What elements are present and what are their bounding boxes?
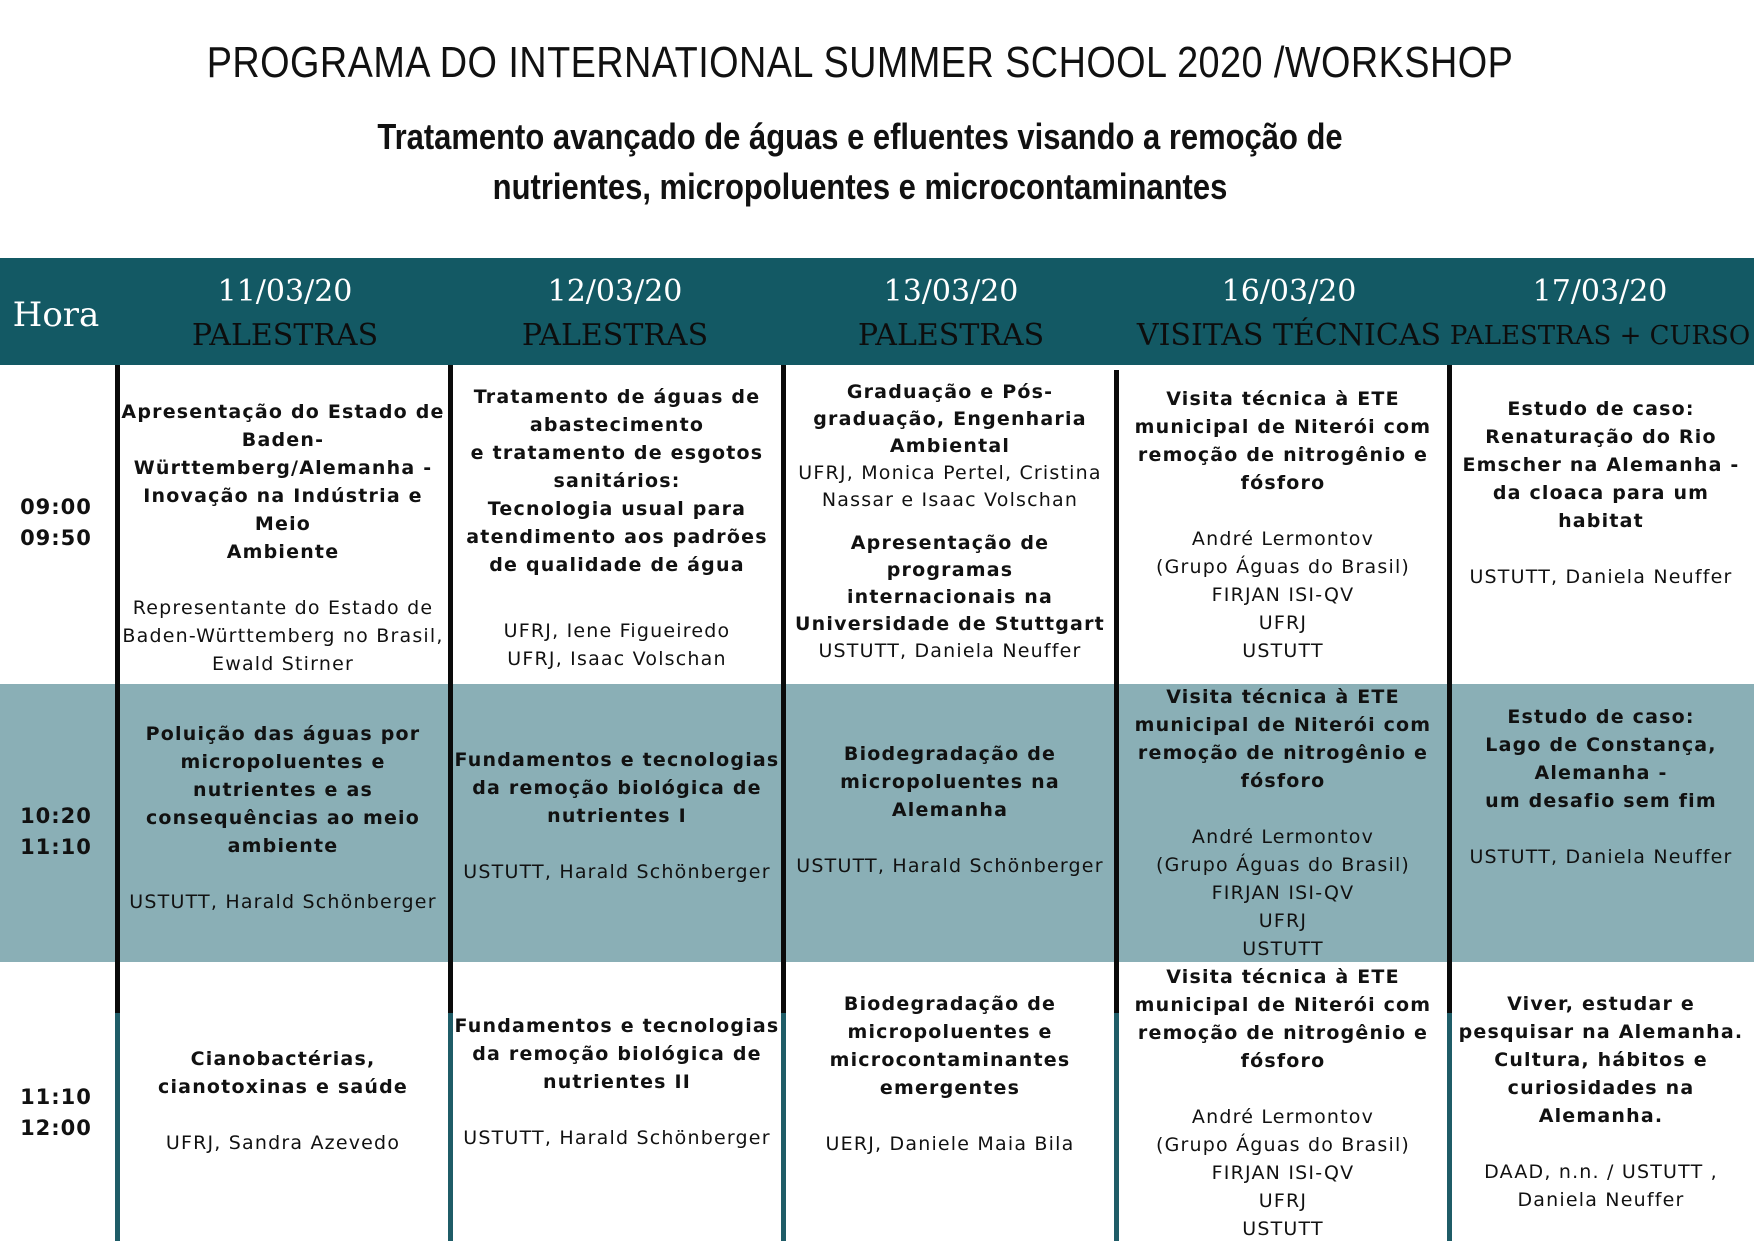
session-title: Estudo de caso: Renaturação do Rio Emscher na Alemanha - da cloaca para um habitat xyxy=(1462,398,1740,532)
session-title: Visita técnica à ETE municipal de Niterói com remoção de nitrogênio e fósforo xyxy=(1134,966,1432,1072)
day-kind: PALESTRAS + CURSO xyxy=(1449,321,1751,351)
day-date: 11/03/20 xyxy=(217,274,353,309)
session-title-2: Apresentação de programas internacionais na Universidade de Stuttgart xyxy=(795,532,1105,635)
subtitle-line-2: nutrientes, micropoluentes e microcontaminantes xyxy=(492,166,1228,207)
day-kind: PALESTRAS xyxy=(191,318,379,353)
session-title: Visita técnica à ETE municipal de Niterói com remoção de nitrogênio e fósforo xyxy=(1134,686,1432,792)
session-cell xyxy=(452,383,782,673)
session-cell xyxy=(118,398,448,678)
time-start: 10:20 xyxy=(20,804,92,828)
hora-header: Hora xyxy=(12,295,100,335)
time-end: 12:00 xyxy=(20,1116,92,1140)
page-subtitle xyxy=(120,112,1599,212)
session-cell xyxy=(118,720,448,916)
session-title: Biodegradação de micropoluentes e microcontaminantes emergentes xyxy=(829,993,1071,1099)
time-end: 11:10 xyxy=(20,835,92,859)
session-speakers: USTUTT, Daniela Neuffer xyxy=(1469,846,1733,868)
session-speakers: André Lermontov (Grupo Águas do Brasil) FIRJAN ISI-QV UFRJ USTUTT xyxy=(1155,826,1411,960)
session-speakers: UFRJ, Iene Figueiredo UFRJ, Isaac Volschan xyxy=(503,620,731,670)
time-end: 09:50 xyxy=(20,526,92,550)
session-speakers-2: USTUTT, Daniela Neuffer xyxy=(818,640,1082,662)
day-header-1 xyxy=(115,270,455,358)
day-date: 13/03/20 xyxy=(883,274,1019,309)
session-title: Graduação e Pós- graduação, Engenharia Ambiental xyxy=(813,381,1087,457)
day-header-5 xyxy=(1448,270,1752,358)
session-title: Tratamento de águas de abastecimento e tratamento de esgotos sanitários: Tecnologia usual para atendimento aos padrões de qualidade de água xyxy=(466,386,768,576)
session-speakers: USTUTT, Daniela Neuffer xyxy=(1469,566,1733,588)
time-slot-2 xyxy=(0,801,112,863)
session-cell xyxy=(785,379,1115,665)
session-title: Poluição das águas por micropoluentes e nutrientes e as consequências ao meio ambiente xyxy=(145,723,421,857)
session-title: Cianobactérias, cianotoxinas e saúde xyxy=(158,1048,408,1098)
session-cell xyxy=(1451,395,1751,591)
session-title: Viver, estudar e pesquisar na Alemanha. Cultura, hábitos e curiosidades na Alemanha. xyxy=(1458,993,1744,1127)
day-kind: PALESTRAS xyxy=(857,318,1045,353)
session-title: Apresentação do Estado de Baden- Württemberg/Alemanha - Inovação na Indústria e Meio Ambiente xyxy=(121,401,445,563)
session-cell xyxy=(452,1012,782,1152)
session-cell xyxy=(785,990,1115,1158)
day-header-4 xyxy=(1114,270,1464,358)
session-speakers: Representante do Estado de Baden-Württemberg no Brasil, Ewald Stirner xyxy=(122,597,444,675)
day-date: 17/03/20 xyxy=(1532,274,1668,309)
session-cell xyxy=(118,1045,448,1157)
session-speakers: André Lermontov (Grupo Águas do Brasil) FIRJAN ISI-QV UFRJ USTUTT xyxy=(1155,528,1411,662)
day-kind: PALESTRAS xyxy=(521,318,709,353)
day-date: 12/03/20 xyxy=(547,274,683,309)
day-header-3 xyxy=(783,270,1119,358)
session-cell xyxy=(1451,990,1751,1214)
session-speakers: USTUTT, Harald Schönberger xyxy=(463,861,771,883)
session-cell xyxy=(1118,683,1448,963)
subtitle-line-1: Tratamento avançado de águas e efluentes visando a remoção de xyxy=(377,116,1343,157)
session-cell xyxy=(1118,963,1448,1243)
day-date: 16/03/20 xyxy=(1221,274,1357,309)
session-title: Fundamentos e tecnologias da remoção biológica de nutrientes I xyxy=(454,749,780,827)
session-cell xyxy=(785,740,1115,880)
day-kind: VISITAS TÉCNICAS xyxy=(1136,318,1442,353)
session-speakers: USTUTT, Harald Schönberger xyxy=(796,855,1104,877)
session-cell xyxy=(1451,703,1751,871)
session-speakers: UFRJ, Sandra Azevedo xyxy=(165,1132,401,1154)
session-speakers: USTUTT, Harald Schönberger xyxy=(129,891,437,913)
session-speakers: UERJ, Daniele Maia Bila xyxy=(825,1133,1075,1155)
time-slot-1 xyxy=(0,492,112,554)
page-title: PROGRAMA DO INTERNATIONAL SUMMER SCHOOL 2020 /WORKSHOP xyxy=(206,38,1514,87)
day-header-2 xyxy=(450,270,780,358)
session-speakers: DAAD, n.n. / USTUTT , Daniela Neuffer xyxy=(1484,1161,1718,1211)
session-cell xyxy=(1118,385,1448,665)
time-slot-3 xyxy=(0,1082,112,1144)
session-speakers: USTUTT, Harald Schönberger xyxy=(463,1127,771,1149)
session-title: Fundamentos e tecnologias da remoção biológica de nutrientes II xyxy=(454,1015,780,1093)
session-title: Estudo de caso: Lago de Constança, Alemanha - um desafio sem fim xyxy=(1485,706,1717,812)
session-title: Visita técnica à ETE municipal de Niterói com remoção de nitrogênio e fósforo xyxy=(1134,388,1432,494)
time-start: 11:10 xyxy=(20,1085,92,1109)
time-start: 09:00 xyxy=(20,495,92,519)
session-speakers: André Lermontov (Grupo Águas do Brasil) FIRJAN ISI-QV UFRJ USTUTT xyxy=(1155,1106,1411,1240)
session-title: Biodegradação de micropoluentes na Alemanha xyxy=(840,743,1060,821)
session-cell xyxy=(452,746,782,886)
session-speakers: UFRJ, Monica Pertel, Cristina Nassar e Isaac Volschan xyxy=(798,462,1102,511)
